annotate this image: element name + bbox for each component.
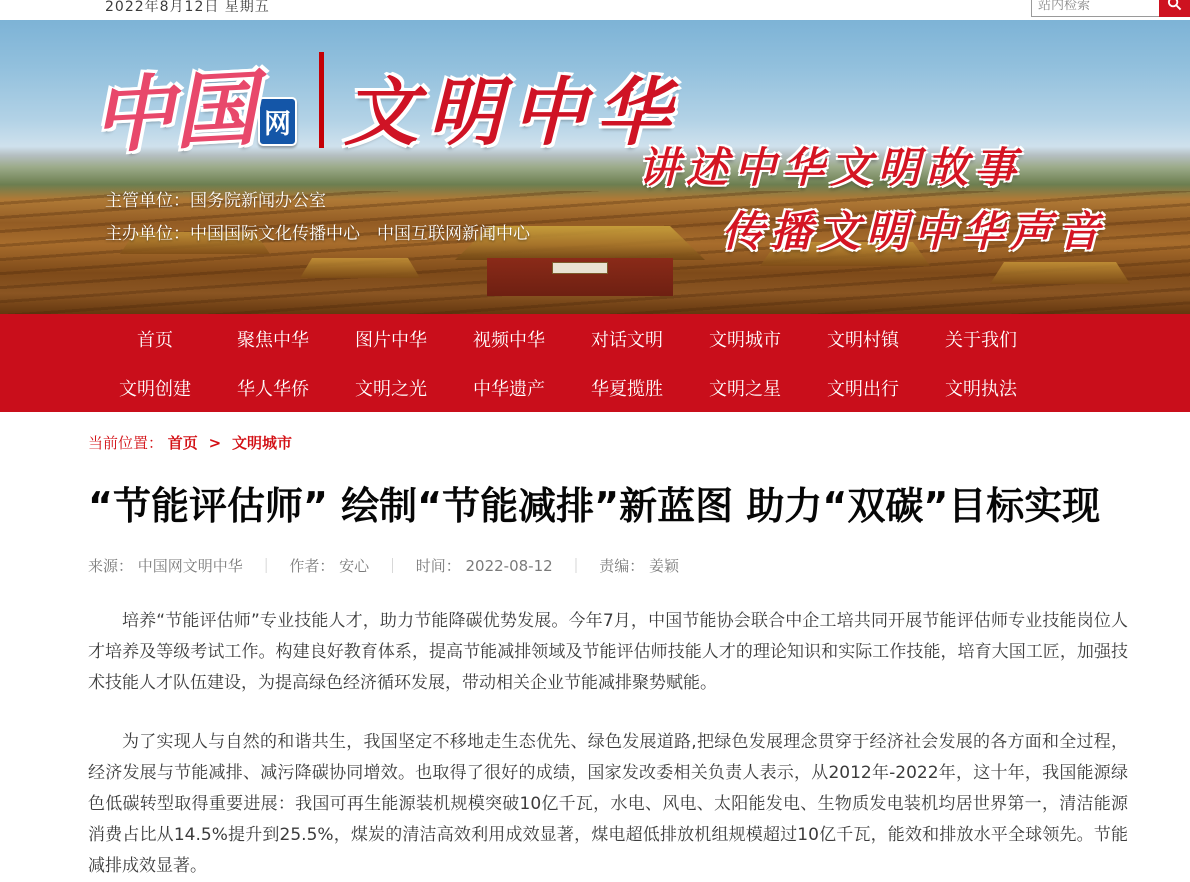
breadcrumb-label: 当前位置： (88, 434, 164, 452)
nav-row-2 (96, 363, 1190, 412)
header-banner (0, 20, 1190, 314)
breadcrumb-separator: > (208, 434, 222, 452)
nav-item-video-china[interactable]: 视频中华 (473, 329, 545, 351)
nav-item-about-us[interactable]: 关于我们 (945, 329, 1017, 351)
meta-separator: ｜ (384, 557, 400, 575)
china-net-logo-text: 中国 (89, 60, 259, 166)
logo-divider (319, 52, 324, 148)
slogan-line-2: 传播文明中华声音 (721, 207, 1106, 256)
breadcrumb (88, 432, 1126, 453)
current-date: 2022年8月12日 星期五 (105, 0, 270, 15)
nav-item-civilization-star[interactable]: 文明之星 (709, 378, 781, 400)
nav-row-1 (96, 314, 1190, 363)
site-name-calligraphy: 文明中华 (344, 69, 680, 156)
nav-item-civilized-city[interactable]: 文明城市 (709, 329, 781, 351)
nav-item-civilized-law-enforcement[interactable]: 文明执法 (945, 378, 1017, 400)
site-logo[interactable] (89, 52, 680, 166)
nav-item-light-of-civilization[interactable]: 文明之光 (355, 378, 427, 400)
meta-time: 时间： 2022-08-12 (415, 557, 553, 575)
nav-item-huaxia-scenery[interactable]: 华夏揽胜 (591, 378, 663, 400)
article-meta (88, 555, 1126, 576)
nav-item-home[interactable]: 首页 (137, 329, 173, 351)
organizer-info (105, 185, 530, 251)
nav-item-focus-china[interactable]: 聚焦中华 (237, 329, 309, 351)
meta-separator: ｜ (568, 557, 584, 575)
meta-source: 来源： 中国网文明中华 (88, 557, 243, 575)
palace-plaque (552, 262, 608, 274)
supervisor-line: 主管单位：国务院新闻办公室 (105, 191, 326, 211)
roof-silhouette (300, 258, 420, 278)
article-title: “节能评估师” 绘制“节能减排”新蓝图 助力“双碳”目标实现 (88, 484, 1101, 528)
article-page (0, 412, 1190, 882)
banner-slogans (638, 136, 1106, 264)
nav-item-chinese-heritage[interactable]: 中华遗产 (473, 378, 545, 400)
china-net-logo-wang-badge: 网 (258, 97, 297, 146)
nav-item-civilized-village[interactable]: 文明村镇 (827, 329, 899, 351)
slogan-line-1: 讲述中华文明故事 (637, 143, 1022, 192)
article-paragraph: 为了实现人与自然的和谐共生，我国坚定不移地走生态优先、绿色发展道路,把绿色发展理念贯穿于经济社会发展的各方面和全过程，经济发展与节能减排、减污降碳协同增效。也取得了很好的成绩，国家发改委相关负责人表示，从2012年-2022年，这十年，我国能源绿色低碳转型取得重要进展：我国可再生能源装机规模突破10亿千瓦，水电、风电、太阳能发电、生物质发电装机均居世界第一，清洁能源消费占比从14.5%提升到25.5%，煤炭的清洁高效利用成效显著，煤电超低排放机组规模超过10亿千瓦，能效和排放水平全球领先。节能减排成效显著。 (88, 732, 1128, 876)
nav-item-overseas-chinese[interactable]: 华人华侨 (237, 378, 309, 400)
main-navigation (0, 314, 1190, 412)
article-paragraph: 培养“节能评估师”专业技能人才，助力节能降碳优势发展。今年7月，中国节能协会联合中企工培共同开展节能评估师专业技能岗位人才培养及等级考试工作。构建良好教育体系，提高节能减排领域及节能评估师技能人才的理论知识和实际工作技能，培育大国工匠，加强技术技能人才队伍建设，为提高绿色经济循环发展，带动相关企业节能减排聚势赋能。 (88, 611, 1128, 693)
meta-author: 作者： 安心 (289, 557, 370, 575)
breadcrumb-current-link[interactable]: 文明城市 (231, 434, 292, 452)
roof-silhouette (990, 262, 1130, 284)
nav-item-photo-china[interactable]: 图片中华 (355, 329, 427, 351)
organizer-line: 主办单位：中国国际文化传播中心 中国互联网新闻中心 (105, 224, 530, 244)
meta-separator: ｜ (258, 557, 274, 575)
site-search (1031, 0, 1190, 17)
magnifier-icon (1167, 0, 1182, 14)
nav-item-dialogue-civilization[interactable]: 对话文明 (591, 329, 663, 351)
meta-editor: 责编： 姜颖 (599, 557, 680, 575)
breadcrumb-home-link[interactable]: 首页 (167, 434, 198, 452)
nav-item-civilization-building[interactable]: 文明创建 (119, 378, 191, 400)
search-input[interactable] (1031, 0, 1159, 17)
nav-item-civilized-travel[interactable]: 文明出行 (827, 378, 899, 400)
top-utility-bar (0, 0, 1190, 20)
search-button[interactable] (1159, 0, 1190, 17)
article-body (88, 606, 1128, 882)
